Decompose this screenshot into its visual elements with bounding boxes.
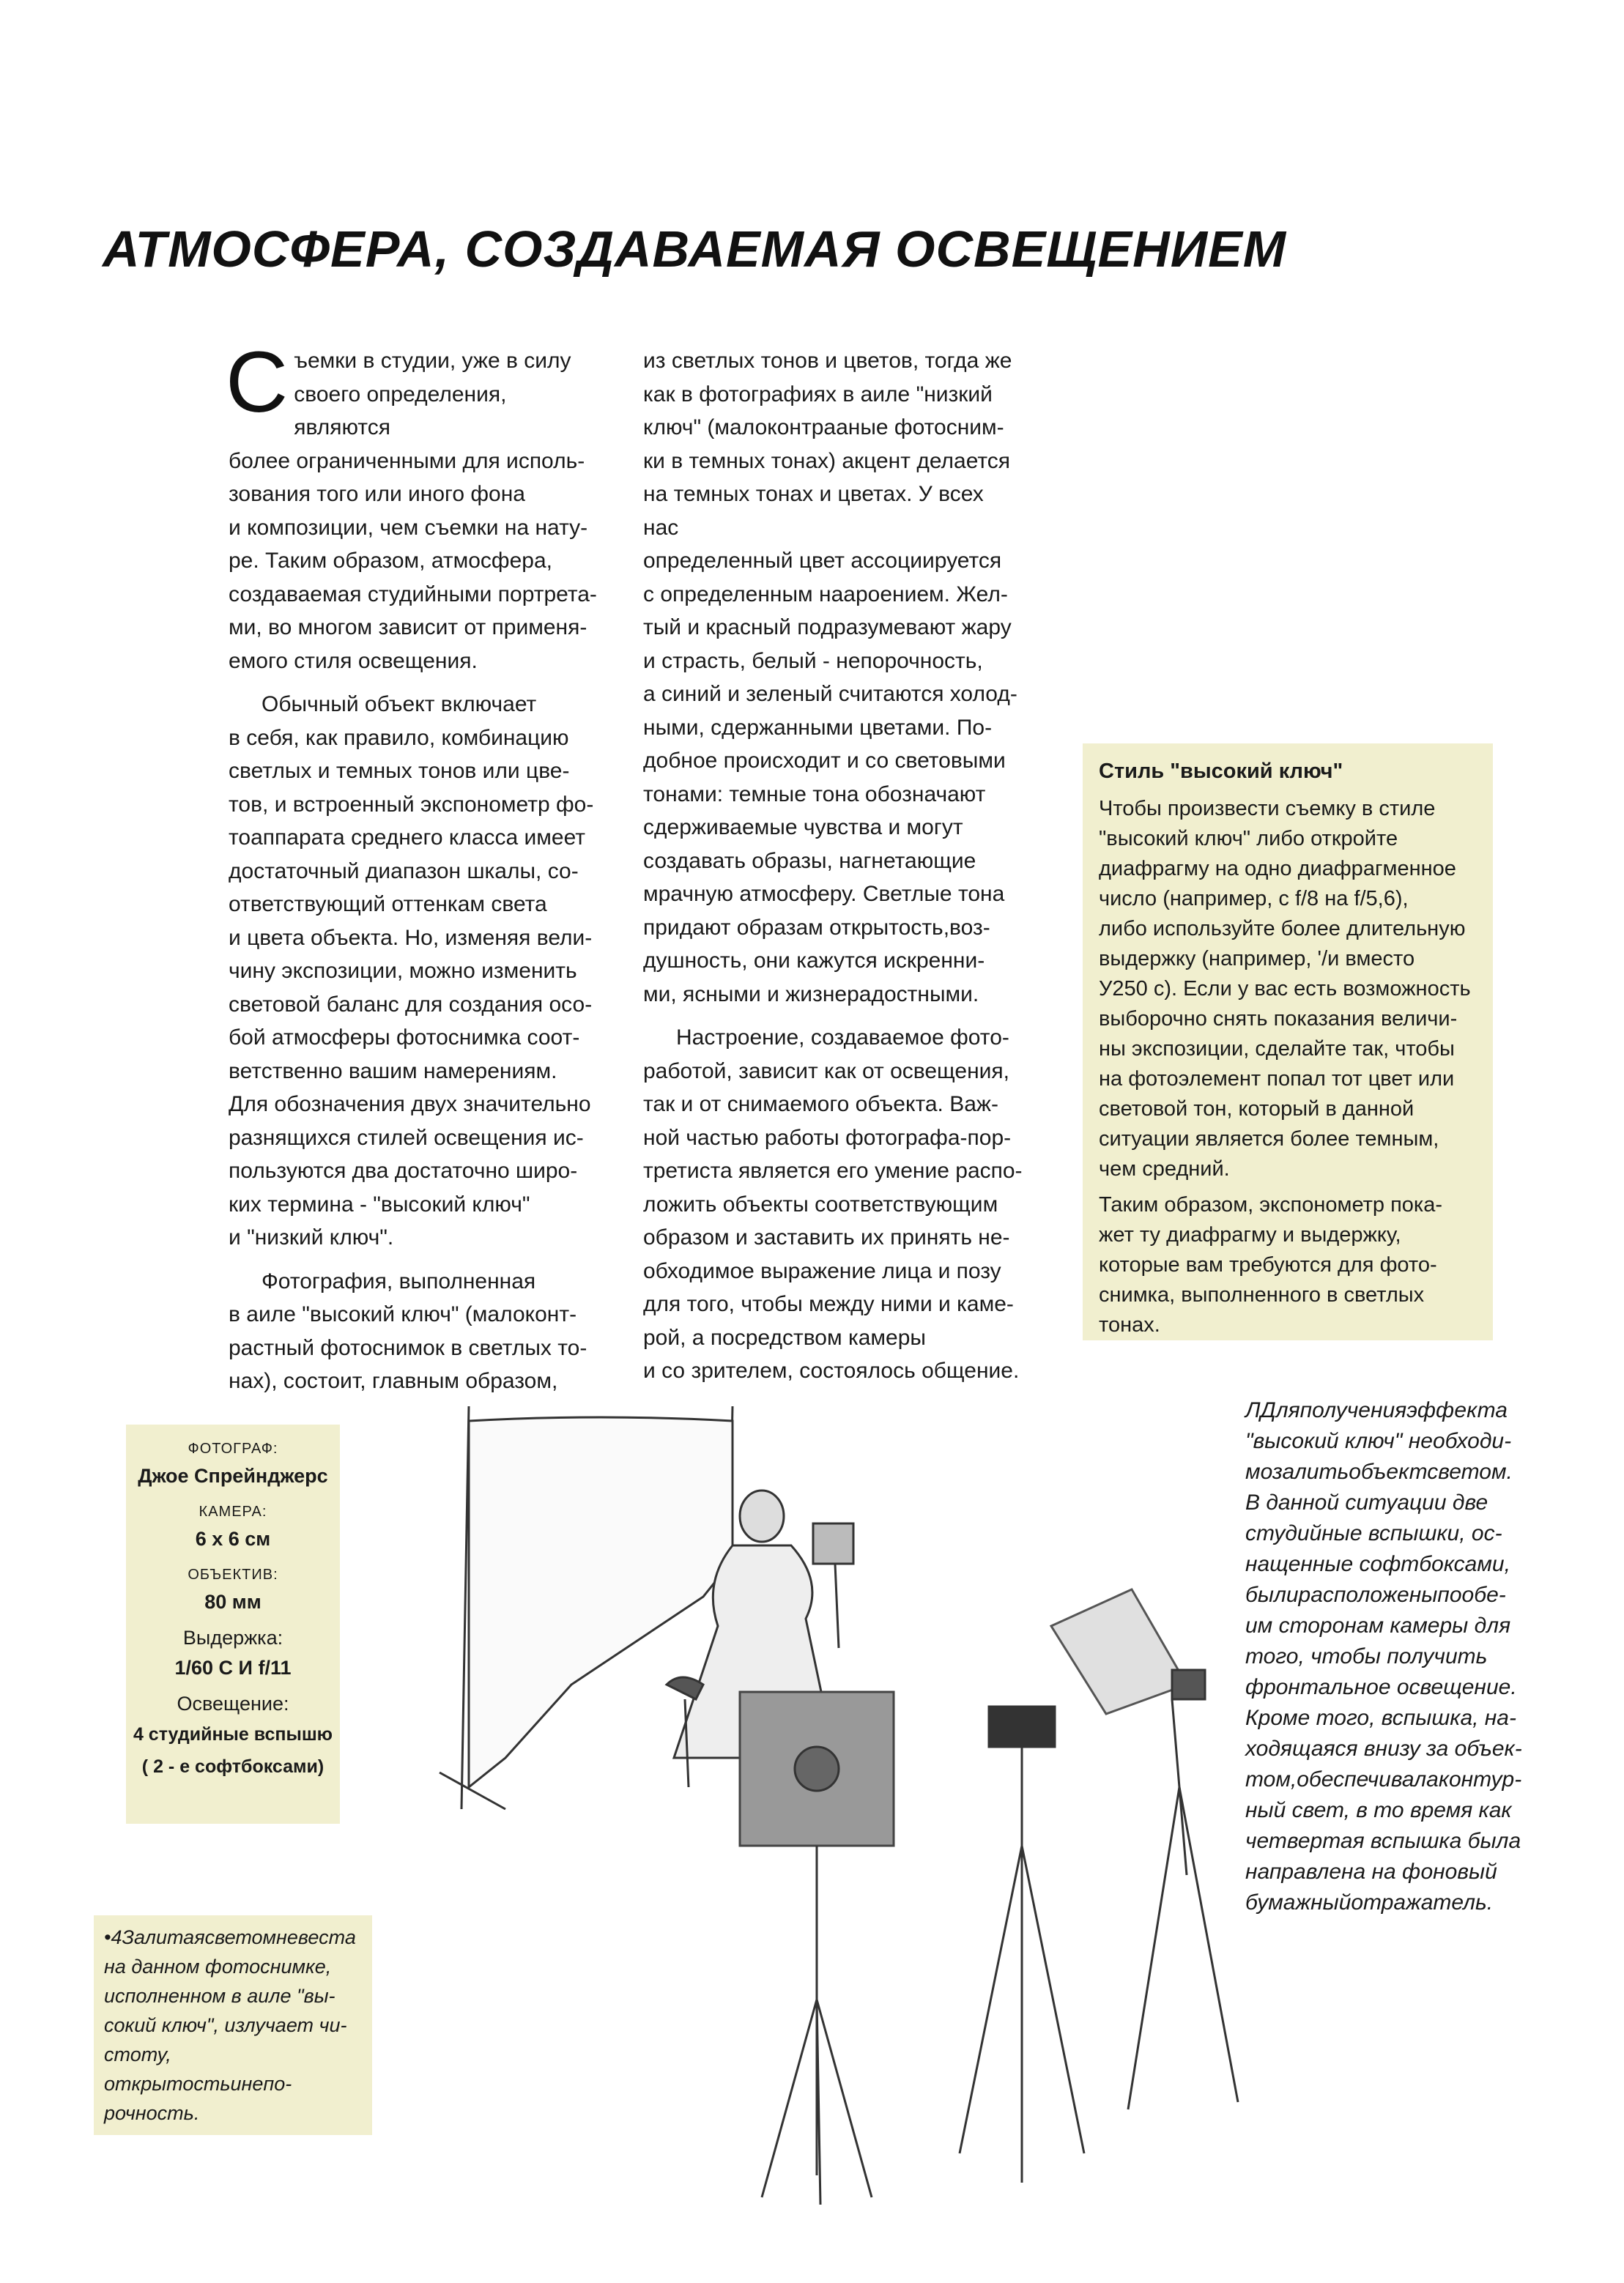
caption-line: стоту, открытостьинепо-: [104, 2043, 292, 2095]
text-line: мрачную атмосферу. Светлые тона: [643, 882, 1005, 906]
text-line: нах), состоит, главным образом,: [229, 1369, 558, 1393]
text-line: и "низкий ключ".: [229, 1225, 394, 1250]
text-line: а синий и зеленый считаются холод-: [643, 682, 1017, 706]
light-value: 4 студийные вспышю: [133, 1724, 333, 1745]
text-line: для того, чтобы между ними и каме-: [643, 1292, 1014, 1316]
light-label: Освещение:: [177, 1693, 289, 1715]
text-line: работой, зависит как от освещения,: [643, 1058, 1009, 1083]
sidebar-line: которые вам требуются для фото-: [1099, 1253, 1437, 1277]
caption-line: им сторонам камеры для: [1245, 1614, 1511, 1638]
text-line: ной частью работы фотографа-пор-: [643, 1125, 1012, 1150]
text-line: тонами: темные тона обозначают: [643, 782, 986, 806]
text-line: бой атмосферы фотоснимка соот-: [229, 1025, 580, 1050]
shutter-label: Выдержка:: [182, 1627, 283, 1649]
sidebar-line: "высокий ключ" либо откройте: [1099, 827, 1398, 850]
text-line: ъемки в студии, уже в силу: [294, 349, 571, 373]
text-line: как в фотографиях в аиле "низкий: [643, 382, 993, 407]
text-line: ки в темных тонах) акцент делается: [643, 448, 1011, 473]
caption-line: бумажныйотражатель.: [1245, 1890, 1494, 1915]
sidebar-title: Стиль "высокий ключ": [1099, 760, 1343, 783]
text-line: растный фотоснимок в светлых то-: [229, 1335, 587, 1360]
text-line: в себя, как правило, комбинацию: [229, 725, 569, 750]
sidebar-line: У250 с). Если у вас есть возможность: [1099, 977, 1471, 1001]
text-line: сдерживаемые чувства и могут: [643, 815, 963, 839]
caption-line: рочность.: [104, 2102, 200, 2124]
sidebar-line: диафрагму на одно диафрагменное: [1099, 857, 1456, 880]
text-line: емого стиля освещения.: [229, 648, 478, 673]
text-line: ких термина - "высокий ключ": [229, 1192, 530, 1217]
sidebar-line: световой тон, который в данной: [1099, 1097, 1414, 1121]
caption-line: четвертая вспышка была: [1245, 1829, 1521, 1853]
text-line: Настроение, создаваемое фото-: [676, 1025, 1009, 1050]
page-title: АТМОСФЕРА, СОЗДАВАЕМАЯ ОСВЕЩЕНИЕМ: [103, 220, 1287, 278]
text-line: так и от снимаемого объекта. Важ-: [643, 1092, 998, 1116]
text-line: ветственно вашим намерениям.: [229, 1058, 557, 1083]
text-line: рой, а посредством камеры: [643, 1325, 926, 1350]
lens-label: ОБЪЕКТИВ:: [188, 1567, 278, 1583]
text-line: и страсть, белый - непорочность,: [643, 648, 983, 673]
text-line: образом и заставить их принять не-: [643, 1225, 1010, 1250]
caption-line: ходящаяся внизу за объек-: [1245, 1737, 1522, 1761]
article-column-1: [226, 334, 601, 1398]
sidebar-line: снимка, выполненного в светлых: [1099, 1283, 1425, 1307]
text-line: ными, сдержанными цветами. По-: [643, 715, 993, 740]
photographer-value: Джое Спрейнджерс: [138, 1465, 328, 1487]
sidebar-line: Таким образом, экспонометр пока-: [1099, 1193, 1443, 1217]
caption-line: того, чтобы получить: [1245, 1644, 1488, 1668]
text-line: определенный цвет ассоциируется: [643, 549, 1002, 573]
caption-line: студийные вспышки, ос-: [1245, 1521, 1502, 1545]
text-line: тоаппарата среднего класса имеет: [229, 825, 586, 850]
text-line: и цвета объекта. Но, изменяя вели-: [229, 925, 593, 950]
high-key-sidebar: [1083, 743, 1493, 1340]
text-line: из светлых тонов и цветов, тогда же: [643, 349, 1012, 373]
sidebar-line: на фотоэлемент попал тот цвет или: [1099, 1067, 1455, 1091]
text-line: световой баланс для создания осо-: [229, 992, 593, 1017]
text-line: Фотография, выполненная: [262, 1269, 536, 1293]
text-line: разнящихся стилей освещения ис-: [229, 1125, 584, 1150]
text-line: Обычный объект включает: [262, 692, 537, 716]
article-column-2: [643, 344, 1024, 1388]
text-line: ответствующий оттенкам света: [229, 892, 547, 916]
text-line: добное происходит и со световыми: [643, 749, 1006, 773]
caption-line: ЛДляполученияэффекта: [1245, 1398, 1508, 1422]
caption-line: фронтальное освещение.: [1245, 1675, 1517, 1699]
illustration-caption: [1245, 1395, 1524, 1918]
camera-label: КАМЕРА:: [199, 1504, 267, 1520]
sidebar-line: либо используйте более длительную: [1099, 917, 1466, 940]
caption-line: В данной ситуации две: [1245, 1491, 1488, 1515]
caption-line: Кроме того, вспышка, на-: [1245, 1706, 1516, 1730]
sidebar-line: ситуации является более темным,: [1099, 1127, 1439, 1151]
text-line: ми, ясными и жизнерадостными.: [643, 981, 979, 1006]
lens-value: 80 мм: [204, 1591, 262, 1613]
studio-lighting-illustration: [425, 1377, 1245, 2212]
sidebar-line: выборочно снять показания величи-: [1099, 1007, 1458, 1031]
caption-line: направлена на фоновый: [1245, 1860, 1497, 1884]
text-line: зования того или иного фона: [229, 482, 525, 506]
text-line: в аиле "высокий ключ" (малоконт-: [229, 1302, 577, 1326]
text-line: чину экспозиции, можно изменить: [229, 959, 577, 983]
caption-line: ный свет, в то время как: [1245, 1798, 1512, 1822]
caption-line: на данном фотоснимке,: [104, 1956, 332, 1978]
caption-line: •4Залитаясветомневеста: [104, 1926, 356, 1948]
sidebar-line: тонах.: [1099, 1313, 1160, 1337]
text-line: на темных тонах и цветах. У всех нас: [643, 482, 984, 540]
text-line: душность, они кажутся искренни-: [643, 949, 985, 973]
text-line: ми, во многом зависит от применя-: [229, 615, 587, 639]
sidebar-line: чем средний.: [1099, 1157, 1230, 1181]
text-line: достаточный диапазон шкалы, со-: [229, 858, 579, 883]
text-line: тый и красный подразумевают жару: [643, 615, 1012, 639]
caption-line: том,обеспечивалаконтур-: [1245, 1767, 1522, 1792]
text-line: пользуются два достаточно широ-: [229, 1159, 578, 1183]
text-line: придают образам открытость,воз-: [643, 915, 990, 940]
text-line: ключ" (малоконтрааные фотосним-: [643, 415, 1004, 439]
text-line: создавать образы, нагнетающие: [643, 848, 976, 873]
text-line: Для обозначения двух значительно: [229, 1092, 591, 1116]
text-line: светлых и темных тонов или цве-: [229, 759, 570, 783]
caption-line: мозалитьобъектсветом.: [1245, 1460, 1513, 1484]
text-line: ре. Таким образом, атмосфера,: [229, 549, 552, 573]
photographer-label: ФОТОГРАФ:: [188, 1441, 278, 1457]
light-value-2: ( 2 - е софтбоксами): [141, 1756, 325, 1777]
text-line: с определенным наароением. Жел-: [643, 582, 1008, 606]
text-line: создаваемая студийными портрета-: [229, 582, 597, 606]
text-line: и со зрителем, состоялось общение.: [643, 1359, 1020, 1383]
text-line: и композиции, чем съемки на нату-: [229, 515, 588, 540]
caption-line: исполненном в аиле "вы-: [104, 1985, 335, 2007]
sidebar-line: выдержку (например, '/и вместо: [1099, 947, 1415, 970]
caption-line: былирасположеныпообе-: [1245, 1583, 1506, 1607]
text-line: обходимое выражение лица и позу: [643, 1258, 1001, 1283]
caption-line: сокий ключ", излучает чи-: [104, 2014, 347, 2036]
sidebar-line: ны экспозиции, сделайте так, чтобы: [1099, 1037, 1455, 1061]
text-line: третиста является его умение распо-: [643, 1159, 1023, 1183]
photo-caption-box: [94, 1915, 372, 2135]
drop-cap: С: [226, 334, 289, 431]
photo-info-box: [126, 1425, 340, 1824]
text-line: ложить объекты соответствующим: [643, 1192, 998, 1217]
text-line: более ограниченными для исполь-: [229, 448, 585, 473]
shutter-value: 1/60 С И f/11: [174, 1657, 292, 1679]
camera-value: 6 x 6 см: [195, 1528, 271, 1550]
text-line: тов, и встроенный экспонометр фо-: [229, 792, 594, 817]
sidebar-line: Чтобы произвести съемку в стиле: [1099, 797, 1436, 820]
sidebar-line: число (например, с f/8 на f/5,6),: [1099, 887, 1409, 910]
text-line: своего определения, являются: [294, 382, 507, 439]
sidebar-line: жет ту диафрагму и выдержку,: [1099, 1223, 1401, 1247]
caption-line: нащенные софтбоксами,: [1245, 1552, 1510, 1576]
caption-line: "высокий ключ" необходи-: [1245, 1429, 1512, 1453]
